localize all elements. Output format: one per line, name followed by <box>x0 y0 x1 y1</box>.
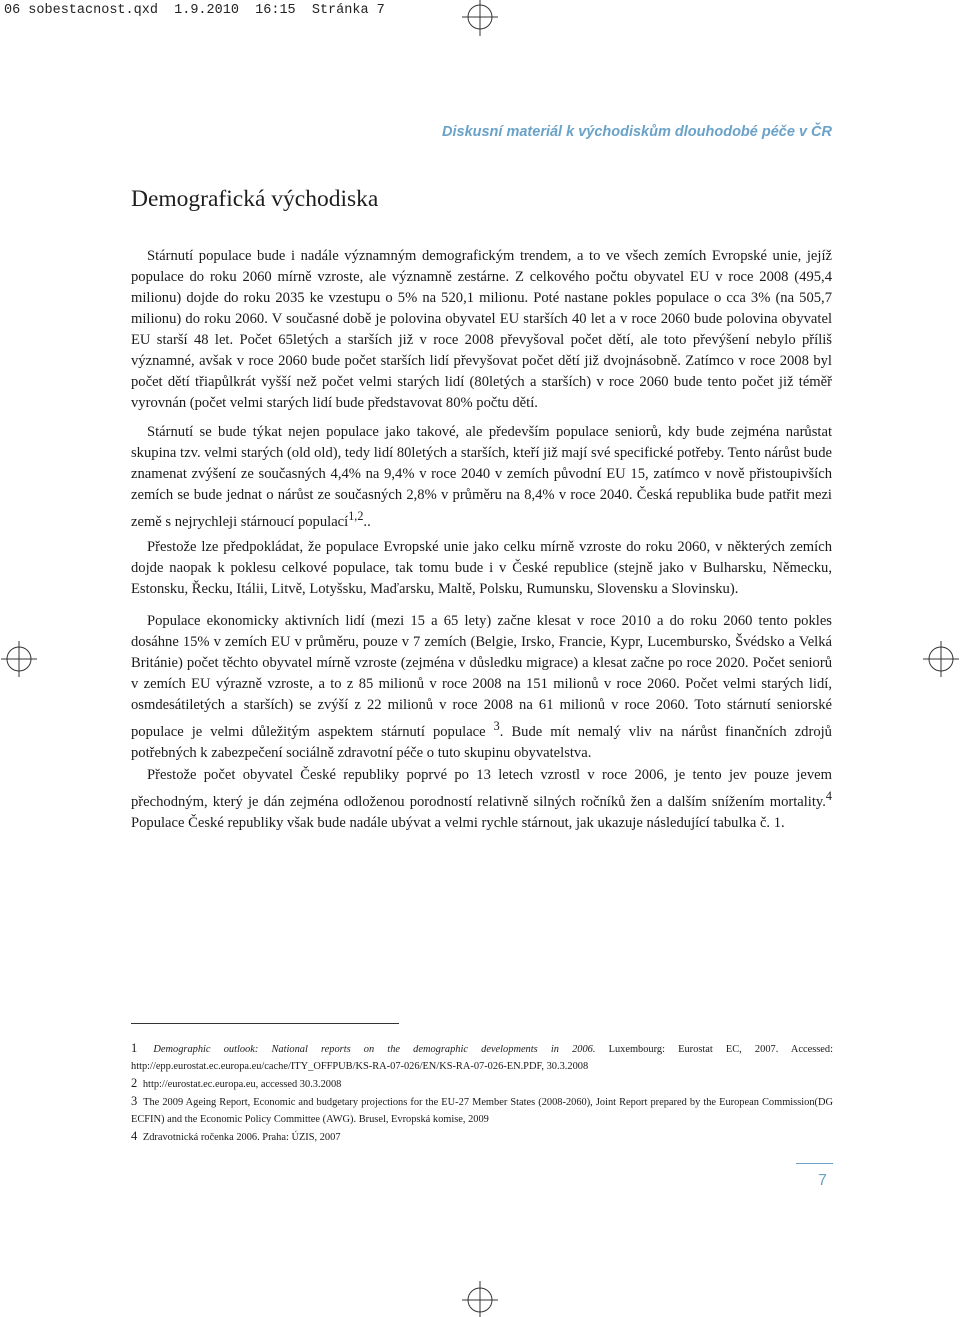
footnote-number: 1 <box>131 1041 138 1055</box>
footnote-text: Luxembourg: Eurostat EC, 2007. Accessed: http://epp.eurostat.ec.europa.eu/cache/ITY_OFFPUB/KS-RA-07-026/EN/KS-RA-07-026-EN.PDF, 30.3.2008 <box>131 1044 833 1072</box>
crosshair-registration-icon <box>922 640 960 678</box>
footnote-number: 2 <box>131 1076 138 1090</box>
registration-mark-left <box>0 640 38 678</box>
paragraph-text-end: .. <box>363 513 371 530</box>
footnote-number: 4 <box>131 1129 138 1143</box>
running-head: Diskusní materiál k východiskům dlouhodobé péče v ČR <box>442 124 832 140</box>
page-number: 7 <box>818 1172 827 1189</box>
footnote-reference: 4 <box>825 789 832 803</box>
footnote-1 <box>131 1040 833 1075</box>
paragraph-text-end: Populace České republiky však bude nadále ubývat a velmi rychle stárnout, jak ukazuje následující tabulka č. 1. <box>131 814 785 831</box>
crosshair-registration-icon <box>461 0 499 38</box>
footnote-separator <box>131 1023 399 1024</box>
body-paragraph-2 <box>131 422 832 533</box>
body-paragraph-4 <box>131 611 832 764</box>
footnote-number: 3 <box>131 1094 138 1108</box>
footnote-reference: 1,2 <box>348 509 364 523</box>
footnote-3 <box>131 1093 833 1128</box>
paragraph-text: Stárnutí populace bude i nadále významným demografickým trendem, a to ve všech zemích Evropské unie, jejíž populace do roku 2060 mírně vzroste, ale významně zestárne. Z celkového počtu obyvatel EU v roce 2008 (495,4 milionu) dojde do roku 2035 ke vzestupu o 5% na 520,1 milionu. Poté nastane pokles populace o cca 3% (na 505,7 milionu) do roku 2060. V současné době je polovina obyvatel EU starších 40 let a v roce 2060 bude polovina obyvatel EU starší 48 let. Počet 65letých a starších již v roce 2008 převyšoval počet dětí, ale toto převýšení nebylo příliš významné, avšak v roce 2060 bude počet starších lidí převyšovat počet dětí již dvojnásobně. Zatímco v roce 2008 byl počet dětí třiapůlkrát vyšší než počet velmi starých lidí (80letých a starších) v roce 2060 bude tento počet již téměř vyrovnán (počet velmi starých lidí bude představovat 80% počtu dětí. <box>131 248 832 411</box>
paragraph-text: Stárnutí se bude týkat nejen populace jako takové, ale především populace seniorů, kdy bude zejména narůstat skupina tzv. velmi starých (old old), tedy lidí 80letých a starších, kteří již mají své specifické potřeby. Tento nárůst bude znamenat zvýšení ze současných 4,4% na 9,4% v roce 2040 v zemích původní EU 15, zatímco v nově přistoupivších zemích se bude jednat o nárůst ze současných 2,8% v průměru na 8,4% v roce 2040. Česká republika bude patřit mezi země s nejrychleji stárnoucí populací <box>131 424 832 530</box>
paragraph-text: Populace ekonomicky aktivních lidí (mezi 15 a 65 lety) začne klesat v roce 2010 a do roku 2060 tento pokles dosáhne 15% v zemích EU v průměru, pouze v 7 zemích (Belgie, Irsko, Francie, Kypr, Lucembursko, Švédsko a Velká Británie) počet těchto obyvatel mírně vzroste (zejména v důsledku migrace) a klesat začne po roce 2020. Počet seniorů v zemích EU výrazně vzroste, a to z 85 milionů v roce 2008 na 151 milionů v roce 2060. Počet velmi starých lidí, osmdesátiletých a starších) se zvýší z 22 milionů v roce 2008 na 61 milionů v roce 2060. Toto stárnutí seniorské populace je velmi důležitým aspektem stárnutí populace <box>131 613 832 740</box>
registration-mark-bottom <box>461 1279 499 1317</box>
footnotes <box>131 1040 833 1146</box>
footnote-text: The 2009 Ageing Report, Economic and budgetary projections for the EU-27 Member States (2008-2060), Joint Report prepared by the European Commission(DG ECFIN) and the Economic Policy Committee (AWG). Brusel, Evropská komise, 2009 <box>131 1097 833 1125</box>
section-title: Demografická východiska <box>131 186 379 212</box>
footnote-2 <box>131 1075 833 1093</box>
print-slug: 06 sobestacnost.qxd 1.9.2010 16:15 Stránka 7 <box>4 3 385 18</box>
footnote-reference: 3 <box>493 719 500 733</box>
body-paragraph-3 <box>131 537 832 600</box>
paragraph-text: Přestože lze předpokládat, že populace Evropské unie jako celku mírně vzroste do roku 2060, v některých zemích dojde naopak k poklesu celkové populace, tak tomu bude i v České republice (stejně jako v Bulharsku, Německu, Estonsku, Řecku, Itálii, Litvě, Lotyšsku, Maďarsku, Maltě, Polsku, Rumunsku, Slovensku a Slovinsku). <box>131 539 832 597</box>
footnote-title: Demographic outlook: National reports on the demographic developments in 2006. <box>153 1044 596 1055</box>
footnote-4 <box>131 1128 833 1146</box>
paragraph-text-end: . Bude mít nemalý vliv na nárůst finančních zdrojů potřebných k zabezpečení sociálně zdravotní péče o tuto skupinu obyvatelstva. <box>131 723 832 761</box>
body-paragraph-5 <box>131 765 832 834</box>
crosshair-registration-icon <box>0 640 38 678</box>
paragraph-text: Přestože počet obyvatel České republiky poprvé po 13 letech vzrostl v roce 2006, je tento jev pouze jevem přechodným, který je dán zejména odloženou porodností relativně silných ročníků žen a dalším snížením mortality. <box>131 767 832 810</box>
body-paragraph-1 <box>131 246 832 414</box>
footnote-text: http://eurostat.ec.europa.eu, accessed 30.3.2008 <box>142 1079 342 1090</box>
folio-rule <box>796 1163 833 1164</box>
crosshair-registration-icon <box>461 1279 499 1317</box>
registration-mark-right <box>922 640 960 678</box>
registration-mark-top <box>461 0 499 38</box>
footnote-text: Zdravotnická ročenka 2006. Praha: ÚZIS, 2007 <box>142 1132 341 1143</box>
